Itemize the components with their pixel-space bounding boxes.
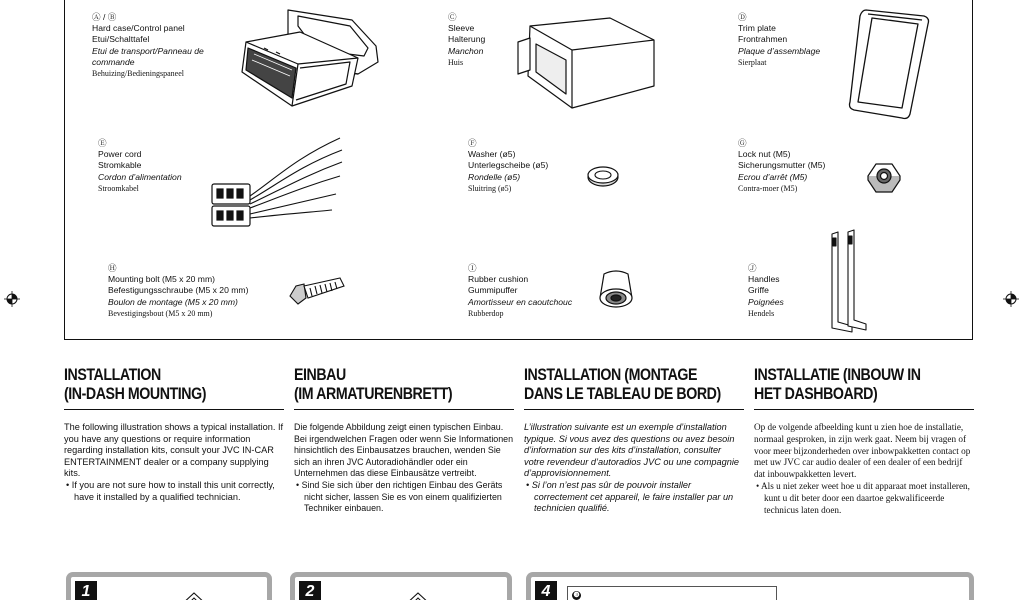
part-letter: Ⓕ [468, 138, 477, 148]
section-title-nl [754, 366, 973, 404]
title-line-1: INSTALLATION [64, 366, 161, 384]
step-illustration-icon [403, 591, 433, 600]
part-label-power-cord [98, 138, 208, 194]
section-rule [524, 409, 744, 410]
part-name-nl: Stroomkabel [98, 183, 139, 193]
part-label-hard-case [92, 12, 242, 79]
section-body-de: Die folgende Abbildung zeigt einen typischen Einbau. Bei irgendwelchen Fragen oder wenn Sie Informationen hinsichtlich des Einbausatzes brauchen, wenden Sie sich an ihren JVC Autoradiohändler oder ein Unternehmen das diese Einbausätze vertreibt. [294, 422, 514, 479]
crosshair-icon [1003, 291, 1019, 307]
part-name-en: Rubber cushion [468, 274, 529, 285]
section-dutch [754, 366, 974, 516]
part-name-de: Etui/Schalttafel [92, 34, 150, 45]
part-letter: Ⓗ [108, 263, 117, 273]
part-name-en: Washer (ø5) [468, 149, 516, 160]
section-english [64, 366, 284, 503]
part-name-fr: Cordon d’alimentation [98, 171, 182, 182]
title-line-1: EINBAU [294, 366, 346, 384]
part-name-nl: Rubberdop [468, 308, 504, 318]
part-letter: Ⓐ / Ⓑ [92, 12, 117, 22]
section-body-en: The following illustration shows a typical installation. If you have any questions or require information regarding installation kits, consult your JVC IN-CAR ENTERTAINMENT dealer or a company supplying kits. [64, 422, 284, 479]
step-number: 1 [75, 581, 97, 600]
title-line-2: DANS LE TABLEAU DE BORD) [524, 385, 721, 403]
part-name-en: Handles [748, 274, 780, 285]
part-name-en: Sleeve [448, 23, 475, 34]
part-name-nl: Sluitring (ø5) [468, 183, 512, 193]
part-name-fr: Poignées [748, 296, 784, 307]
part-letter: Ⓒ [448, 12, 457, 22]
washer-icon [586, 164, 620, 188]
part-name-de: Griffe [748, 285, 769, 296]
section-bullet-en: • If you are not sure how to install this unit correctly, have it installed by a qualified technician. [66, 479, 275, 502]
part-label-mounting-bolt [108, 263, 288, 319]
section-title-de [294, 366, 513, 404]
part-name-fr: Ecrou d’arrêt (M5) [738, 171, 808, 182]
part-label-trim-plate [738, 12, 848, 68]
lock-nut-icon [866, 160, 904, 194]
section-rule [294, 409, 514, 410]
part-name-nl: Bevestigingsbout (M5 x 20 mm) [108, 308, 213, 318]
hard-case-control-panel-icon [240, 2, 382, 112]
part-name-en: Mounting bolt (M5 x 20 mm) [108, 274, 215, 285]
substep-marker: ❸ [573, 592, 580, 599]
part-letter: Ⓘ [468, 263, 477, 273]
part-name-nl: Sierplaat [738, 57, 767, 67]
part-label-rubber-cushion [468, 263, 598, 319]
part-name-en: Power cord [98, 149, 142, 160]
part-letter: Ⓙ [748, 263, 757, 273]
part-name-nl: Contra-moer (M5) [738, 183, 798, 193]
registration-mark-right [1003, 291, 1019, 307]
section-rule [64, 409, 284, 410]
part-name-de: Sicherungsmutter (M5) [738, 160, 826, 171]
section-bullet-de: • Sind Sie sich über den richtigen Einbau des Geräts nicht sicher, lassen Sie es von einem qualifizierten Techniker einbauen. [296, 479, 503, 514]
title-line-2: (IN-DASH MOUNTING) [64, 385, 207, 403]
step-number: 2 [299, 581, 321, 600]
part-name-nl: Huis [448, 57, 464, 67]
title-line-1: INSTALLATION (MONTAGE [524, 366, 698, 384]
section-title-en [64, 366, 283, 404]
section-french [524, 366, 744, 515]
part-label-washer [468, 138, 588, 194]
step-frame-2 [290, 572, 512, 600]
part-name-fr: Plaque d’assemblage [738, 45, 821, 56]
part-name-de: Halterung [448, 34, 486, 45]
mounting-bolt-icon [286, 276, 346, 312]
section-title-fr [524, 366, 743, 404]
part-label-handles [748, 263, 818, 319]
crosshair-icon [4, 291, 20, 307]
step-number: 4 [535, 581, 557, 600]
part-name-fr: Rondelle (ø5) [468, 171, 521, 182]
part-name-nl: Hendels [748, 308, 775, 318]
handles-icon [818, 228, 868, 336]
rubber-cushion-icon [596, 268, 636, 312]
section-body-fr: L’illustration suivante est un exemple d’installation typique. Si vous avez des questions ou avez besoin d’information sur des kits d’installation, consulter votre revendeur d’autoradios JVC ou une compagnie d’approvisionnement. [524, 422, 740, 479]
part-name-de: Befestigungsschraube (M5 x 20 mm) [108, 285, 249, 296]
section-german [294, 366, 514, 515]
title-line-2: HET DASHBOARD) [754, 385, 878, 403]
part-letter: Ⓖ [738, 138, 747, 148]
part-label-lock-nut [738, 138, 858, 194]
section-body-nl: Op de volgende afbeelding kunt u zien hoe de installatie, normaal gesproken, in zijn werk gaat. Neem bij vragen of voor meer bijzonderheden over inbowpakketten contact op met uw JVC car audio dealer of een dealer of een bedrijf dat inbouwpakketten levert. [754, 422, 971, 480]
part-name-en: Trim plate [738, 23, 776, 34]
power-cord-icon [206, 128, 346, 234]
part-letter: Ⓔ [98, 138, 107, 148]
section-rule [754, 409, 974, 410]
part-name-nl: Behuizing/Bedieningspaneel [92, 69, 184, 79]
step-subpanel [567, 586, 777, 600]
part-name-fr: Manchon [448, 45, 484, 56]
sleeve-icon [510, 14, 660, 114]
step-illustration-icon [179, 591, 209, 600]
section-bullet-fr: • Si l’on n’est pas sûr de pouvoir installer correctement cet appareil, le faire installer par un technicien qualifié. [526, 479, 734, 514]
registration-mark-left [4, 291, 20, 307]
part-name-de: Frontrahmen [738, 34, 788, 45]
trim-plate-icon [846, 4, 936, 124]
part-name-fr: Etui de transport/Panneau de commande [92, 45, 204, 67]
part-letter: Ⓓ [738, 12, 747, 22]
step-frame-4 [526, 572, 974, 600]
title-line-1: INSTALLATIE (INBOUW IN [754, 366, 921, 384]
part-name-fr: Boulon de montage (M5 x 20 mm) [108, 296, 238, 307]
part-name-en: Lock nut (M5) [738, 149, 791, 160]
part-name-de: Stromkable [98, 160, 142, 171]
section-bullet-nl: • Als u niet zeker weet hoe u dit apparaat moet installeren, kunt u dit beter door een daartoe gekwalificeerde technicus laten doen. [756, 480, 970, 515]
part-name-de: Gummipuffer [468, 285, 518, 296]
part-name-de: Unterlegscheibe (ø5) [468, 160, 549, 171]
title-line-2: (IM ARMATURENBRETT) [294, 385, 453, 403]
step-frame-1 [66, 572, 272, 600]
part-name-en: Hard case/Control panel [92, 23, 185, 34]
part-name-fr: Amortisseur en caoutchouc [468, 296, 573, 307]
